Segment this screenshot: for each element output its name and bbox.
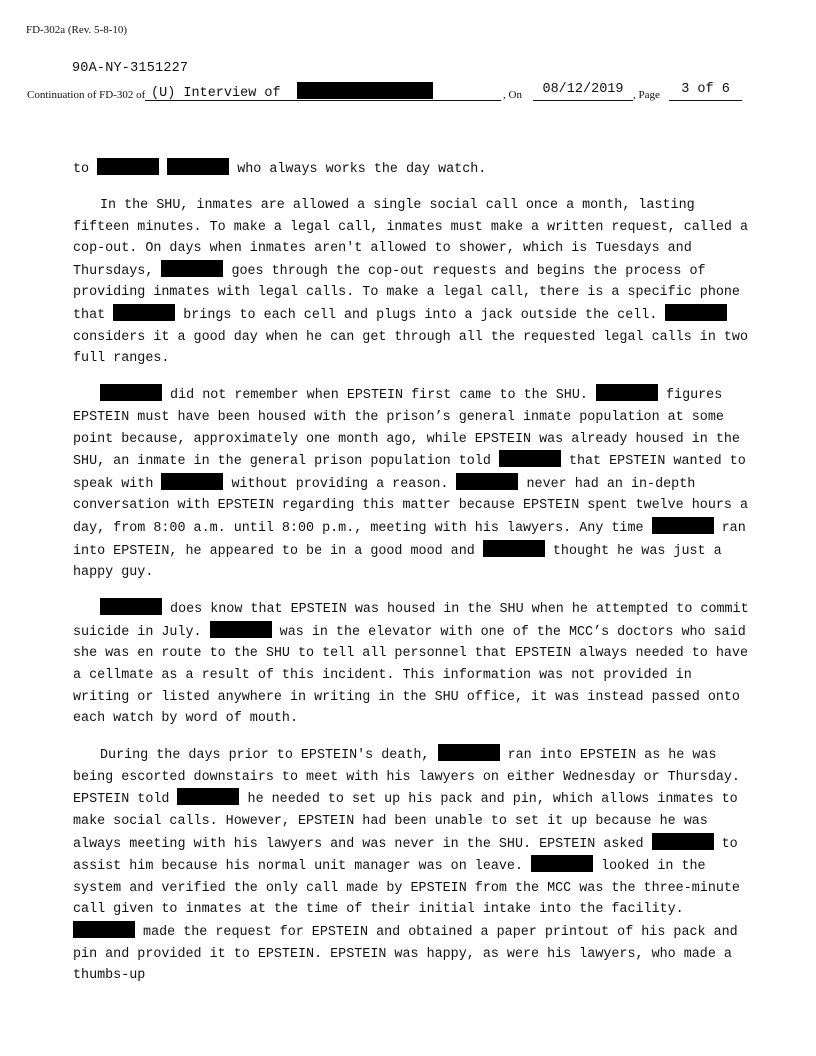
redaction-box (438, 744, 500, 761)
text-segment: During the days prior to EPSTEIN's death, (100, 748, 430, 764)
text-segment: goes through the cop-out requests and begins the process of providing inmates with legal calls. To make a legal call, there is a specific phone that (73, 263, 740, 324)
text-segment: considers it a good day when he can get through all the requested legal calls in two full ranges. (73, 329, 748, 367)
text-segment: made the request for EPSTEIN and obtained a paper printout of his pack and pin and provided it to EPSTEIN. EPSTEIN was happy, as were his lawyers, who made a thumbs-up (73, 925, 738, 984)
continuation-row (27, 82, 747, 104)
text-segment: looked in the system and verified the only call made by EPSTEIN from the MCC was the three-minute call given to inmates at the time of their initial intake into the facility. (73, 859, 740, 918)
form-id: FD-302a (Rev. 5-8-10) (26, 24, 128, 36)
text-segment: without providing a reason. (231, 476, 449, 492)
on-label: , On (503, 89, 522, 101)
date-field (533, 82, 633, 101)
text-segment: to assist him because his normal unit manager was on leave. (73, 836, 738, 875)
redaction-box (499, 450, 561, 467)
text-segment: who always works the day watch. (237, 162, 487, 177)
text-segment: thought he was just a happy guy. (73, 543, 722, 581)
redaction-box (210, 621, 272, 638)
text-segment: never had an in-depth conversation with EPSTEIN regarding this matter because EPSTEIN spent twelve hours a day, from 8:00 a.m. until 8:00 p.m., meeting with his lawyers. Any time (73, 476, 748, 536)
redaction-box (596, 384, 658, 401)
paragraph-1 (73, 158, 753, 181)
text-segment: figures EPSTEIN must have been housed with the prison’s general inmate population at some point because, approximately one month ago, while EPSTEIN was already housed in the SHU, an inmate in the general prison population told (73, 388, 740, 470)
subject-text: (U) Interview of (151, 86, 281, 101)
redaction-box (652, 517, 714, 534)
text-segment: In the SHU, inmates are allowed a single social call once a month, lasting fifteen minutes. To make a legal call, inmates must make a written request, called a cop-out. On days when inmates aren't allowed to shower, which is Tuesdays and Thursdays, (73, 198, 748, 279)
redaction-box (177, 788, 239, 805)
redaction-box (531, 855, 593, 872)
redaction-box (161, 260, 223, 277)
redaction-box (113, 304, 175, 321)
text-segment: did not remember when EPSTEIN first came to the SHU. (170, 388, 588, 404)
redaction-box (665, 304, 727, 321)
redaction-box (456, 473, 518, 490)
text-segment: he needed to set up his pack and pin, which allows inmates to make social calls. However, EPSTEIN had been unable to set it up because he was always meeting with his lawyers and was never in the SHU. EPSTEIN asked (73, 792, 738, 852)
date-value: 08/12/2019 (542, 82, 624, 97)
text-segment: ran into EPSTEIN as he was being escorted downstairs to meet with his lawyers on either Wednesday or Thursday. EPSTEIN told (73, 748, 740, 808)
page-label: , Page (633, 89, 660, 101)
paragraph-2 (73, 195, 753, 370)
redaction-box (97, 158, 159, 175)
text-segment: was in the elevator with one of the MCC’s doctors who said she was en route to the SHU to tell all personnel that EPSTEIN always needed to have a cellmate as a result of this incident. This information was not provided in writing or listed anywhere in writing in the SHU office, it was instead passed onto each watch by word of mouth. (73, 624, 748, 727)
redaction-box (100, 384, 162, 401)
document-body (73, 158, 753, 1001)
paragraph-3 (73, 384, 753, 583)
page-field (669, 82, 742, 101)
file-number: 90A-NY-3151227 (72, 61, 189, 76)
continuation-label: Continuation of FD-302 of (27, 89, 146, 101)
text-segment: that EPSTEIN wanted to speak with (73, 454, 746, 492)
redaction-box (483, 540, 545, 557)
text-segment: brings to each cell and plugs into a jack outside the cell. (183, 308, 658, 324)
redaction-box (297, 82, 433, 99)
paragraph-5 (73, 744, 753, 987)
subject-field (145, 82, 501, 101)
text-segment: does know that EPSTEIN was housed in the SHU when he attempted to commit suicide in July. (73, 602, 749, 640)
text-segment: ran into EPSTEIN, he appeared to be in a good mood and (73, 520, 746, 559)
page-value: 3 of 6 (681, 82, 730, 97)
paragraph-4 (73, 598, 753, 730)
redaction-box (100, 598, 162, 615)
redaction-box (73, 921, 135, 938)
redaction-box (161, 473, 223, 490)
redaction-box (167, 158, 229, 175)
redaction-box (652, 833, 714, 850)
text-segment: to (73, 162, 90, 177)
